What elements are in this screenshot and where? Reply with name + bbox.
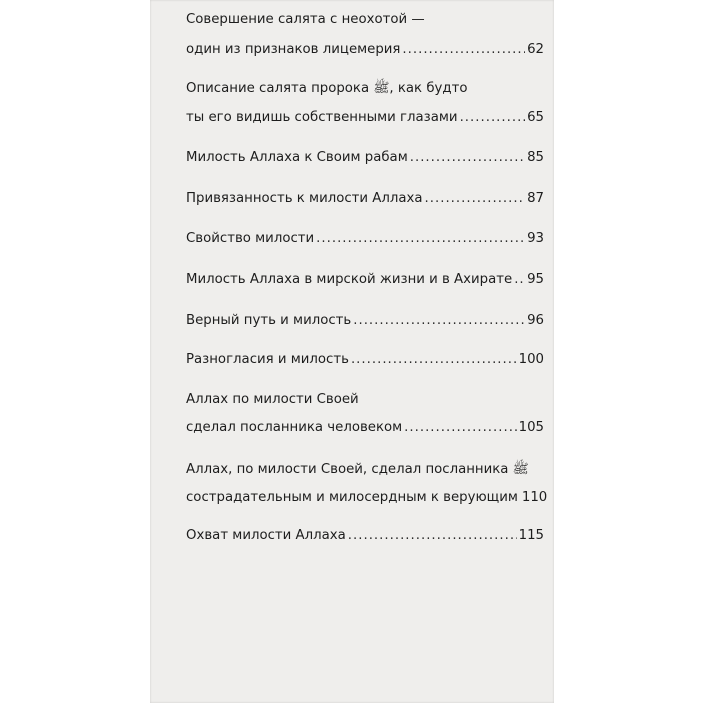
toc-entry-title: сострадательным и милосердным к верующим <box>186 490 518 505</box>
toc-entry-line <box>186 10 544 30</box>
toc-leader-dots <box>425 189 526 209</box>
toc-entry-title: Верный путь и милость <box>186 313 352 328</box>
toc-entry-title: Разногласия и милость <box>186 352 349 367</box>
toc-leader-dots <box>402 40 525 60</box>
toc-entry-line <box>186 79 544 99</box>
toc-page-number: 115 <box>518 528 544 543</box>
toc-leader-dots <box>348 526 517 546</box>
toc-entry-title: Аллах по милости Своей <box>186 392 359 407</box>
toc-entry-line <box>186 460 544 480</box>
toc-leader-dots <box>410 148 525 168</box>
bleed-through <box>160 178 163 194</box>
toc-leader-dots <box>404 418 516 438</box>
toc-entry-title: Милость Аллаха в мирской жизни и в Ахирате <box>186 272 513 287</box>
toc-entry-title: ты его видишь собственными глазами <box>186 110 458 125</box>
toc-entry-line <box>186 526 544 546</box>
toc-leader-dots <box>460 108 526 128</box>
toc-entry-line <box>186 108 544 128</box>
toc-entry-title: Охват милости Аллаха <box>186 528 346 543</box>
toc-entry-title: Аллах, по милости Своей, сделал посланника ﷺ <box>186 462 529 477</box>
toc-page-number: 110 <box>521 490 548 505</box>
toc-entry-line <box>186 189 544 209</box>
toc-entry-title: Описание салята пророка ﷺ, как будто <box>186 81 468 96</box>
toc-entry-title: сделал посланника человеком <box>186 420 403 435</box>
toc-entry-line <box>186 148 544 168</box>
toc-entry-title: Привязанность к милости Аллаха <box>186 191 423 206</box>
toc-leader-dots <box>514 270 525 290</box>
toc-entry-title: один из признаков лицемерия <box>186 42 401 57</box>
toc-leader-dots <box>353 311 525 331</box>
toc-entry-title: Совершение салята с неохотой — <box>186 12 425 27</box>
toc-entry-line <box>186 390 544 410</box>
toc-entry-line <box>186 350 544 370</box>
toc-entry-line <box>186 311 544 331</box>
toc-page-number: 93 <box>527 231 544 246</box>
toc-page-number: 95 <box>527 272 544 287</box>
toc-entry-line <box>186 270 544 290</box>
toc-entry-line <box>186 40 544 60</box>
toc-page-number: 65 <box>527 110 544 125</box>
toc-page-number: 100 <box>518 352 544 367</box>
toc-entry-title: Милость Аллаха к Своим рабам <box>186 150 408 165</box>
toc-entry-line <box>186 418 544 438</box>
toc-entry-line <box>186 229 544 249</box>
toc-page-number: 85 <box>527 150 544 165</box>
toc-page-number: 62 <box>527 42 544 57</box>
toc-page-number: 96 <box>527 313 544 328</box>
toc-entry-line <box>186 488 548 508</box>
toc-page-number: 87 <box>527 191 544 206</box>
toc-leader-dots <box>351 350 517 370</box>
toc-page-number: 105 <box>518 420 544 435</box>
toc-entry-title: Свойство милости <box>186 231 315 246</box>
toc-leader-dots <box>316 229 525 249</box>
